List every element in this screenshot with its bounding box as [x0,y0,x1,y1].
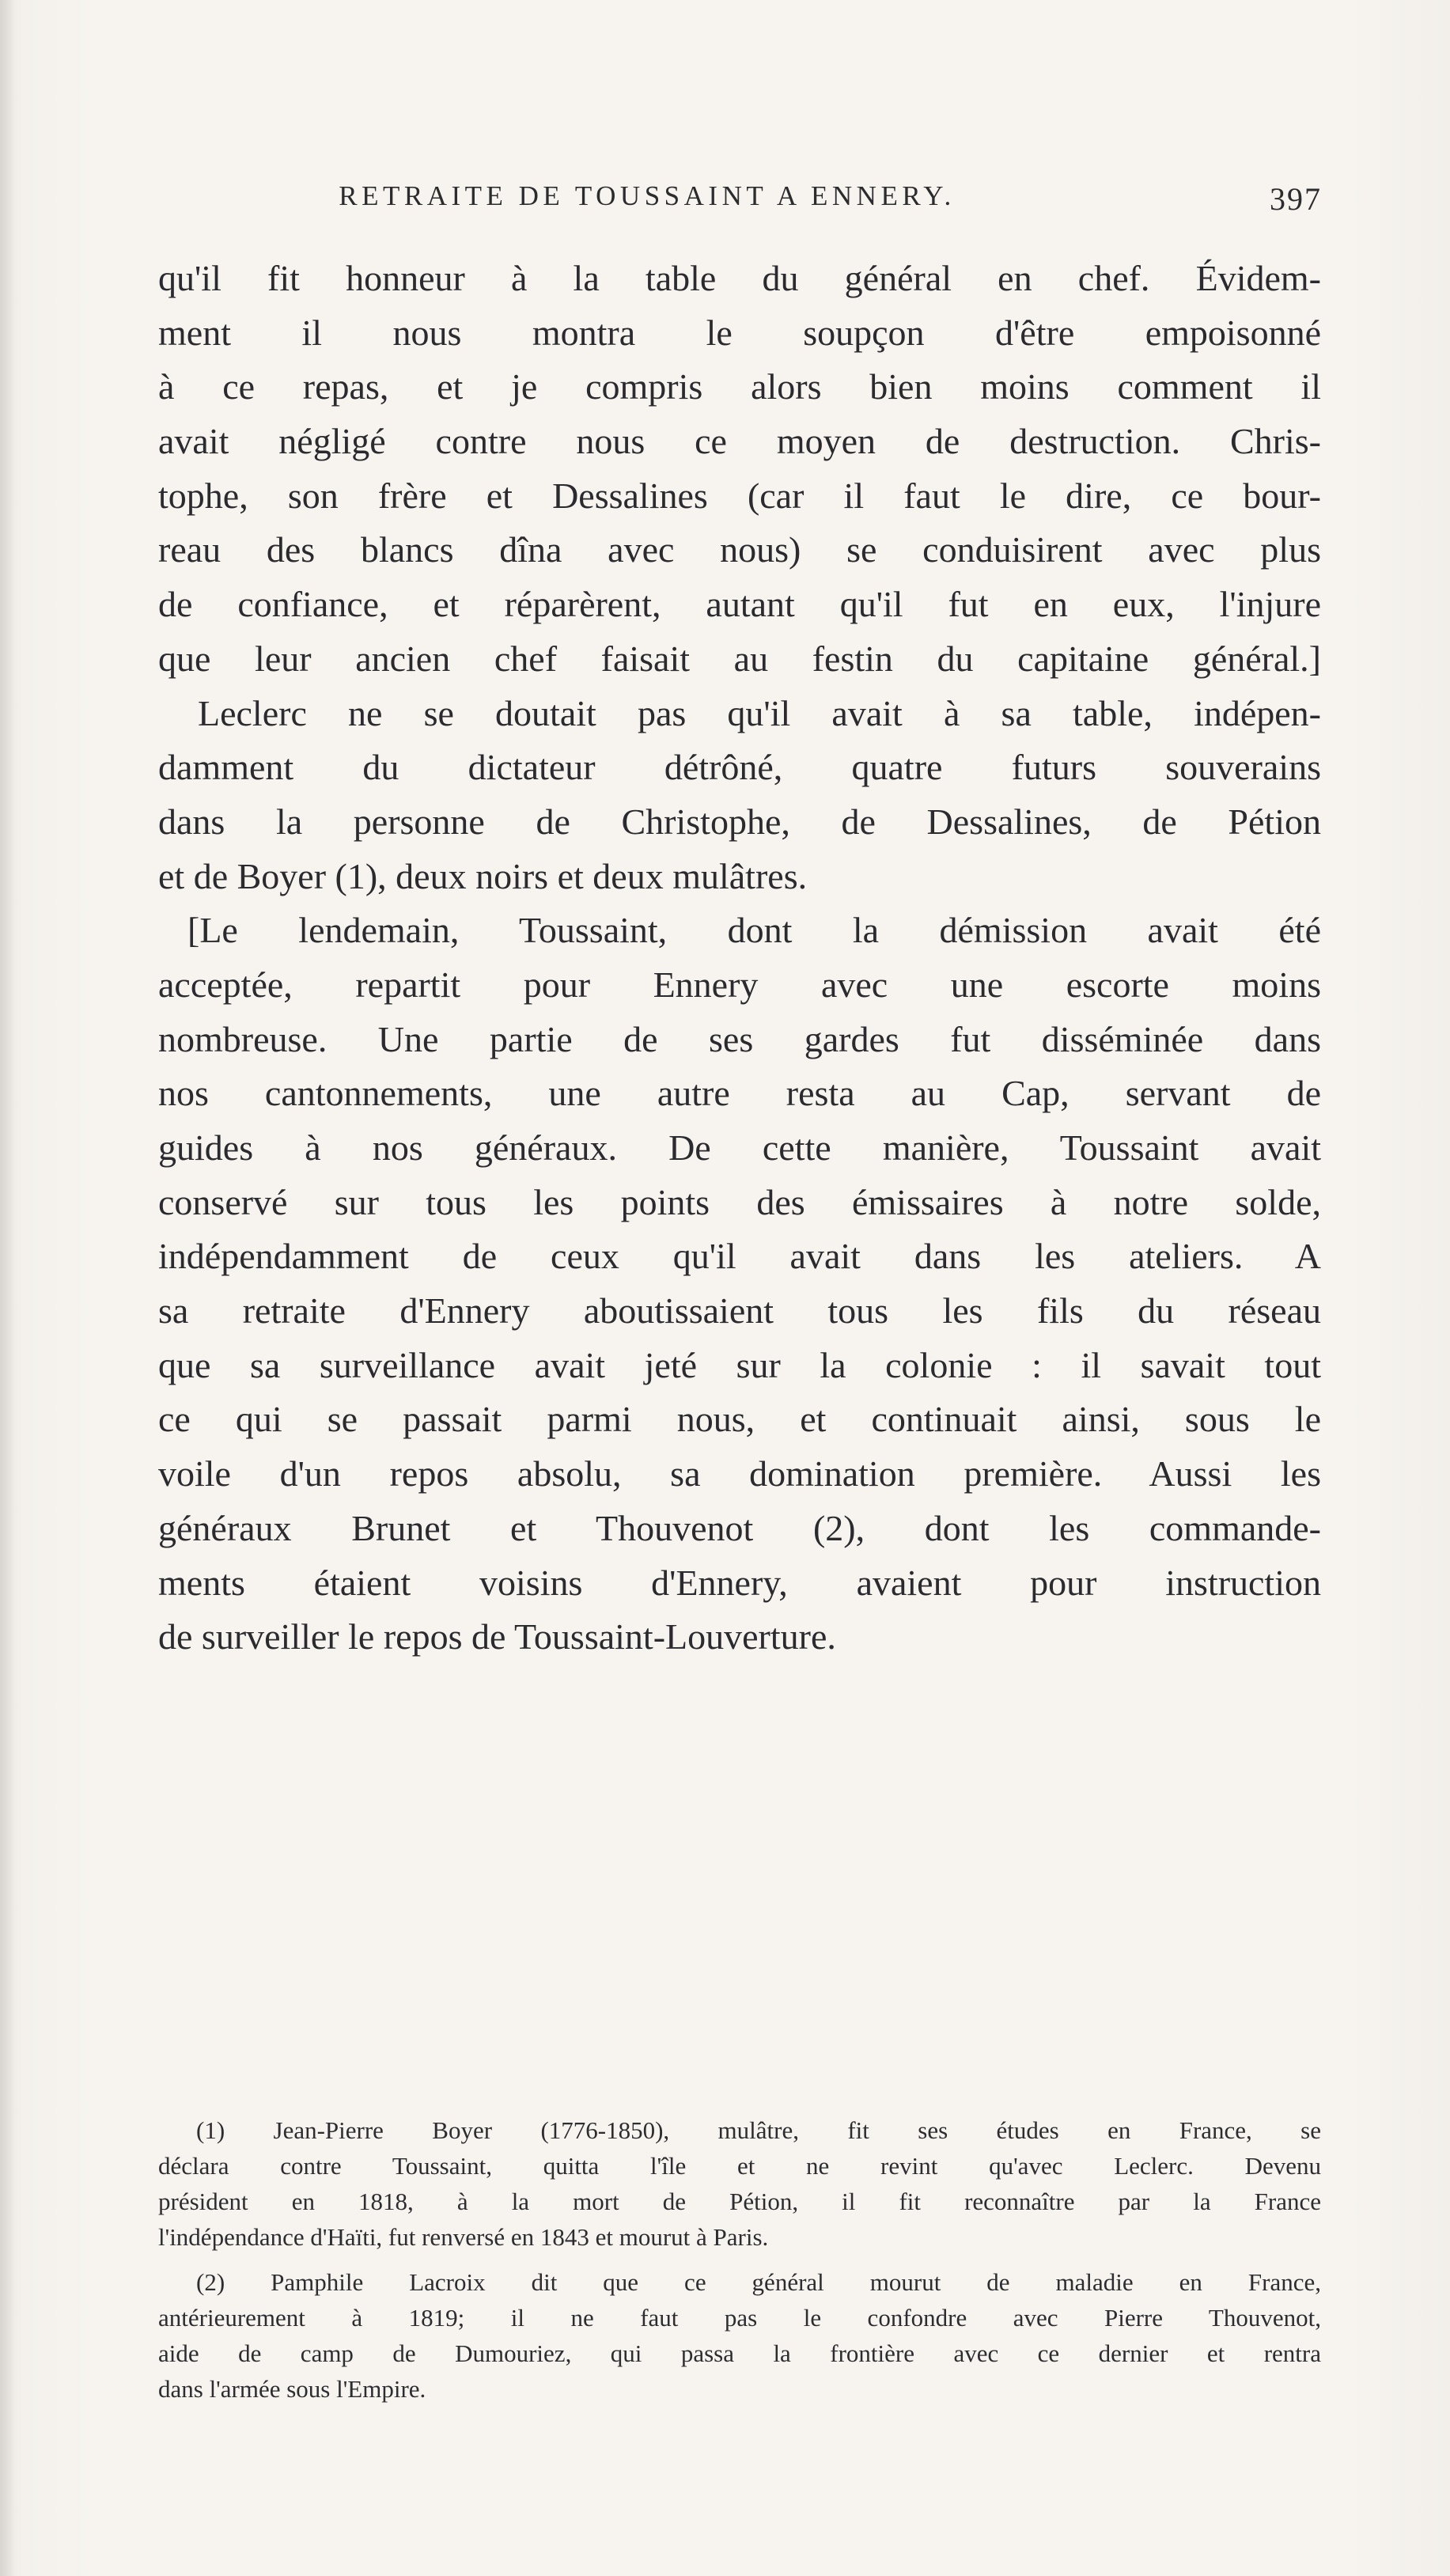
main-text [158,252,1321,1665]
text-line: ments étaient voisins d'Ennery, avaient pour instruction [158,1562,1321,1603]
footnote-1 [158,2112,1321,2255]
running-head: RETRAITE DE TOUSSAINT A ENNERY. [339,180,956,211]
text-line: acceptée, repartit pour Ennery avec une escorte moins [158,964,1321,1005]
text-line: qu'il fit honneur à la table du général en chef. Évidem- [158,258,1321,298]
text-line: généraux Brunet et Thouvenot (2), dont les commande- [158,1507,1321,1548]
footnote-line: (1) Jean-Pierre Boyer (1776-1850), mulâtre, fit ses études en France, se [196,2116,1321,2144]
text-line: à ce repas, et je compris alors bien moins comment il [158,366,1321,407]
page-gutter-shadow [0,0,14,2576]
text-line: que sa surveillance avait jeté sur la colonie : il savait tout [158,1344,1321,1385]
text-line: [Le lendemain, Toussaint, dont la démission avait été [187,910,1321,951]
page-number: 397 [1270,181,1322,217]
text-line: ce qui se passait parmi nous, et continuait ainsi, sous le [158,1399,1321,1440]
footnote-spacer [158,2255,1321,2264]
text-line: indépendamment de ceux qu'il avait dans les ateliers. A [158,1236,1321,1277]
text-line: et de Boyer (1), deux noirs et deux mulâtres. [158,855,808,896]
text-line: guides à nos généraux. De cette manière, Toussaint avait [158,1127,1321,1168]
footnote-line: déclara contre Toussaint, quitta l'île et ne revint qu'avec Leclerc. Devenu [158,2152,1321,2180]
text-line: que leur ancien chef faisait au festin du capitaine général.] [158,638,1321,679]
page-header [192,180,1322,228]
text-line: voile d'un repos absolu, sa domination première. Aussi les [158,1453,1321,1494]
footnotes [158,2112,1321,2407]
text-line: dans la personne de Christophe, de Dessalines, de Pétion [158,801,1321,842]
text-line: de confiance, et réparèrent, autant qu'il fut en eux, l'injure [158,584,1321,625]
footnote-line: antérieurement à 1819; il ne faut pas le confondre avec Pierre Thouvenot, [158,2304,1321,2332]
footnote-line: dans l'armée sous l'Empire. [158,2375,426,2403]
text-line: nos cantonnements, une autre resta au Cap, servant de [158,1073,1321,1114]
text-line: tophe, son frère et Dessalines (car il faut le dire, ce bour- [158,475,1321,516]
footnote-2 [158,2264,1321,2407]
footnote-line: (2) Pamphile Lacroix dit que ce général mourut de maladie en France, [196,2268,1321,2296]
text-line: nombreuse. Une partie de ses gardes fut disséminée dans [158,1018,1321,1059]
text-line: reau des blancs dîna avec nous) se conduisirent avec plus [158,529,1321,570]
footnote-line: l'indépendance d'Haïti, fut renversé en 1843 et mourut à Paris. [158,2223,769,2251]
footnote-line: aide de camp de Dumouriez, qui passa la frontière avec ce dernier et rentra [158,2339,1321,2367]
text-line: Leclerc ne se doutait pas qu'il avait à sa table, indépen- [198,692,1321,733]
text-line: ment il nous montra le soupçon d'être empoisonné [158,312,1321,353]
text-line: damment du dictateur détrôné, quatre futurs souverains [158,747,1321,788]
footnote-line: président en 1818, à la mort de Pétion, il fit reconnaître par la France [158,2188,1321,2215]
text-line: avait négligé contre nous ce moyen de destruction. Chris- [158,421,1321,462]
text-line: sa retraite d'Ennery aboutissaient tous les fils du réseau [158,1290,1321,1332]
text-line: de surveiller le repos de Toussaint-Louverture. [158,1616,836,1657]
text-line: conservé sur tous les points des émissaires à notre solde, [158,1181,1321,1222]
